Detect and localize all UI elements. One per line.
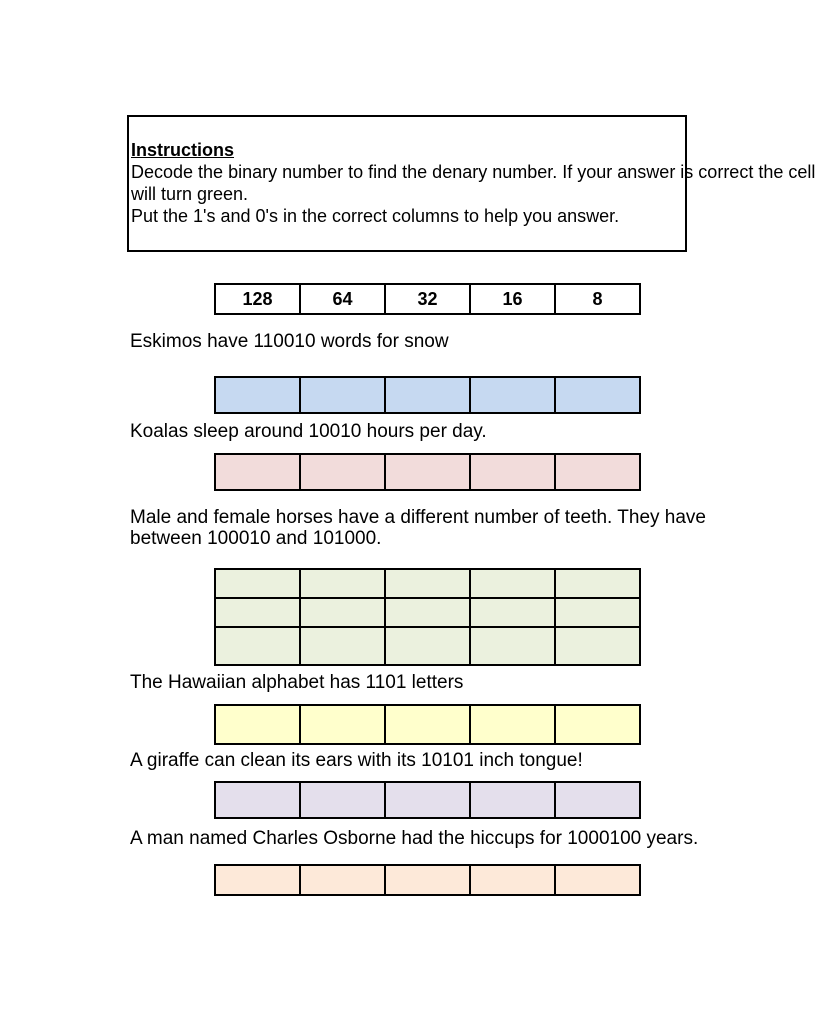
answer-cell[interactable] bbox=[470, 782, 555, 818]
answer-cell[interactable] bbox=[385, 377, 470, 413]
place-value-8: 8 bbox=[555, 284, 640, 314]
answer-cell[interactable] bbox=[300, 782, 385, 818]
answer-row-eskimos bbox=[214, 376, 641, 414]
answer-cell[interactable] bbox=[215, 865, 300, 895]
answer-cell[interactable] bbox=[215, 705, 300, 744]
fact-horses-line-1: Male and female horses have a different number of teeth. They have bbox=[130, 507, 706, 528]
place-value-32: 32 bbox=[385, 284, 470, 314]
answer-cell[interactable] bbox=[215, 598, 300, 627]
answer-cell[interactable] bbox=[470, 865, 555, 895]
answer-cell[interactable] bbox=[555, 705, 640, 744]
answer-cell[interactable] bbox=[470, 454, 555, 490]
fact-eskimos: Eskimos have 110010 words for snow bbox=[130, 331, 449, 352]
answer-cell[interactable] bbox=[385, 569, 470, 598]
answer-row-hawaiian bbox=[214, 704, 641, 745]
answer-cell[interactable] bbox=[470, 598, 555, 627]
answer-cell[interactable] bbox=[300, 627, 385, 665]
answer-cell[interactable] bbox=[215, 454, 300, 490]
answer-cell[interactable] bbox=[300, 569, 385, 598]
answer-cell[interactable] bbox=[555, 377, 640, 413]
fact-hawaiian: The Hawaiian alphabet has 1101 letters bbox=[130, 672, 464, 693]
fact-hiccups: A man named Charles Osborne had the hiccups for 1000100 years. bbox=[130, 828, 699, 849]
answer-cell[interactable] bbox=[300, 865, 385, 895]
answer-cell[interactable] bbox=[555, 627, 640, 665]
instructions-line-2: will turn green. bbox=[131, 184, 249, 204]
answer-cell[interactable] bbox=[555, 569, 640, 598]
instructions-line-3: Put the 1's and 0's in the correct columns to help you answer. bbox=[131, 206, 620, 226]
fact-giraffe: A giraffe can clean its ears with its 10101 inch tongue! bbox=[130, 750, 583, 771]
place-value-header bbox=[214, 283, 641, 315]
answer-row-giraffe bbox=[214, 781, 641, 819]
answer-cell[interactable] bbox=[385, 782, 470, 818]
answer-cell[interactable] bbox=[470, 627, 555, 665]
fact-horses-line-2: between 100010 and 101000. bbox=[130, 528, 382, 549]
answer-cell[interactable] bbox=[215, 377, 300, 413]
instructions-title: Instructions bbox=[131, 140, 235, 160]
answer-cell[interactable] bbox=[470, 569, 555, 598]
answer-cell[interactable] bbox=[215, 569, 300, 598]
answer-cell[interactable] bbox=[300, 598, 385, 627]
instructions-box bbox=[127, 115, 815, 252]
instructions-line-1: Decode the binary number to find the denary number. If your answer is correct the cell bbox=[131, 162, 815, 182]
fact-koalas: Koalas sleep around 10010 hours per day. bbox=[130, 421, 487, 442]
answer-grid-horses bbox=[214, 568, 641, 666]
answer-cell[interactable] bbox=[385, 865, 470, 895]
answer-cell[interactable] bbox=[385, 705, 470, 744]
answer-row-hiccups bbox=[214, 864, 641, 896]
answer-cell[interactable] bbox=[555, 598, 640, 627]
answer-cell[interactable] bbox=[385, 454, 470, 490]
answer-cell[interactable] bbox=[300, 705, 385, 744]
answer-row-koalas bbox=[214, 453, 641, 491]
answer-cell[interactable] bbox=[300, 454, 385, 490]
answer-cell[interactable] bbox=[300, 377, 385, 413]
answer-cell[interactable] bbox=[470, 377, 555, 413]
answer-cell[interactable] bbox=[555, 865, 640, 895]
place-value-128: 128 bbox=[215, 284, 300, 314]
answer-cell[interactable] bbox=[215, 627, 300, 665]
place-value-64: 64 bbox=[300, 284, 385, 314]
answer-cell[interactable] bbox=[555, 782, 640, 818]
place-value-16: 16 bbox=[470, 284, 555, 314]
answer-cell[interactable] bbox=[385, 598, 470, 627]
answer-cell[interactable] bbox=[555, 454, 640, 490]
answer-cell[interactable] bbox=[385, 627, 470, 665]
answer-cell[interactable] bbox=[470, 705, 555, 744]
answer-cell[interactable] bbox=[215, 782, 300, 818]
